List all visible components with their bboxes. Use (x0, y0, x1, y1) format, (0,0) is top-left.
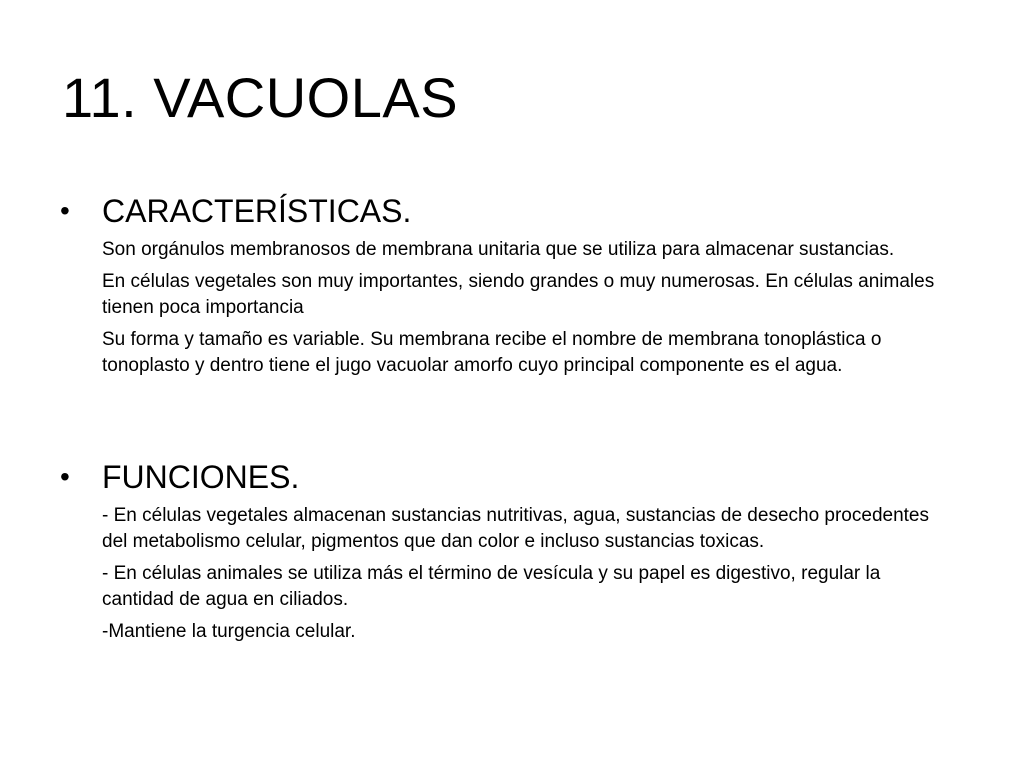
list-item: Son orgánulos membranosos de membrana unitaria que se utiliza para almacenar sustancias. (102, 239, 895, 260)
list-item: - En células vegetales almacenan sustancias nutritivas, agua, sustancias de desecho procedentes del metabolismo celular, pigmentos que dan color e incluso sustancias toxicas. (102, 505, 929, 552)
section-heading-text: FUNCIONES. (102, 459, 300, 495)
section-caracteristicas (60, 191, 960, 379)
section-funciones (60, 457, 960, 645)
section-heading (60, 457, 960, 497)
bullet-icon: • (60, 461, 70, 492)
sub-list (60, 503, 960, 645)
bullet-icon: • (60, 195, 70, 226)
list-item: En células vegetales son muy importantes, siendo grandes o muy numerosas. En células animales tienen poca importancia (102, 271, 935, 318)
sub-list (60, 237, 960, 379)
list-item: Su forma y tamaño es variable. Su membrana recibe el nombre de membrana tonoplástica o tonoplasto y dentro tiene el jugo vacuolar amorfo cuyo principal componente es el agua. (102, 329, 882, 376)
section-heading (60, 191, 960, 231)
list-item: -Mantiene la turgencia celular. (102, 621, 356, 642)
section-heading-text: CARACTERÍSTICAS. (102, 193, 412, 229)
list-item: - En células animales se utiliza más el término de vesícula y su papel es digestivo, regular la cantidad de agua en ciliados. (102, 563, 881, 610)
slide-title: 11. VACUOLAS (62, 66, 459, 129)
